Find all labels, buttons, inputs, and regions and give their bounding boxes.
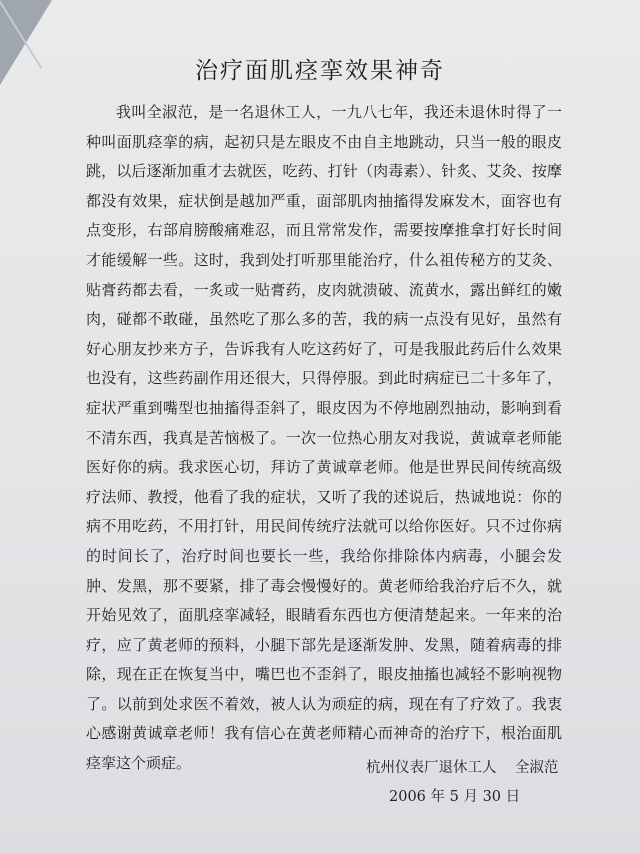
document-body-paragraph: 我叫全淑范，是一名退休工人，一九八七年，我还未退休时得了一种叫面肌痉挛的病，起初只是左眼皮不由自主地跳动，只当一般的眼皮跳，以后逐渐加重才去就医，吃药、打针（肉毒素）、针炙、艾灸、按摩都没有效果，症状倒是越加严重，面部肌肉抽搐得发麻发木，面容也有点变形，右部肩膀酸痛难忍，而且常常发作，需要按摩推拿打好长时间才能缓解一些。这时，我到处打听那里能治疗，什么祖传秘方的艾灸、贴膏药都去看，一炙或一贴膏药，皮肉就溃破、流黄水，露出鲜红的嫩肉，碰都不敢碰，虽然吃了那么多的苦，我的病一点没有见好，虽然有好心朋友抄来方子，告诉我有人吃这药好了，可是我服此药后什么效果也没有，这些药副作用还很大，只得停服。到此时病症已二十多年了，症状严重到嘴型也抽搐得歪斜了，眼皮因为不停地剧烈抽动，影响到看不清东西，我真是苦恼极了。一次一位热心朋友对我说，黄诚章老师能医好你的病。我求医心切，拜访了黄诚章老师。他是世界民间传统高级疗法师、教授，他看了我的症状，又听了我的述说后，热诚地说：你的病不用吃药，不用打针，用民间传统疗法就可以给你医好。只不过你病的时间长了，治疗时间也要长一些，我给你排除体内病毒，小腿会发肿、发黑，那不要紧，排了毒会慢慢好的。黄老师给我治疗后不久，就开始见效了，面肌痉挛减轻，眼睛看东西也方便清楚起来。一年来的治疗，应了黄老师的预料，小腿下部先是逐渐发肿、发黑，随着病毒的排除，现在正在恢复当中，嘴巴也不歪斜了，眼皮抽搐也减轻不影响视物了。以前到处求医不着效，被人认为顽症的病，现在有了疗效了。我衷心感谢黄诚章老师！我有信心在黄老师精心而神奇的治疗下，根治面肌痉挛这个顽症。 xyxy=(86,103,562,773)
signature-date: 2006 年 5 月 30 日 xyxy=(389,789,521,805)
signature-org-and-name: 杭州仪表厂退休工人 全淑范 xyxy=(366,760,559,776)
document-title: 治疗面肌痉挛效果神奇 xyxy=(195,58,445,84)
